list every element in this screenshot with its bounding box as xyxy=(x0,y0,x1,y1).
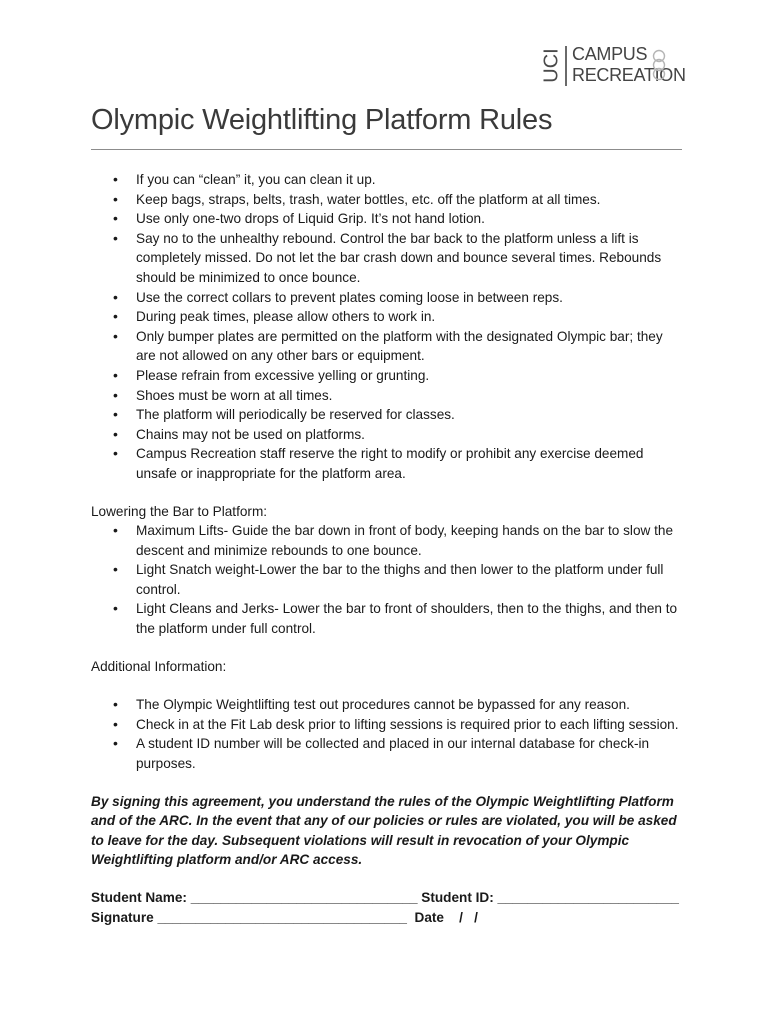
logo-rings-icon xyxy=(650,48,670,84)
list-item: • A student ID number will be collected and placed in our internal database for check-in purposes. xyxy=(91,734,686,773)
logo-uci-text: UCI xyxy=(540,48,563,83)
lowering-section-label: Lowering the Bar to Platform: xyxy=(91,503,268,519)
campus-recreation-logo xyxy=(538,44,688,88)
list-item: • Please refrain from excessive yelling or grunting. xyxy=(91,366,686,386)
additional-list xyxy=(91,695,686,773)
signature-date-line: Signature _________________________________ Date / / xyxy=(91,909,478,925)
list-item: • The platform will periodically be reserved for classes. xyxy=(91,405,686,425)
list-item: • Check in at the Fit Lab desk prior to lifting sessions is required prior to each lifting session. xyxy=(91,715,686,735)
list-item: • Use only one-two drops of Liquid Grip. It’s not hand lotion. xyxy=(91,209,686,229)
list-item: • Maximum Lifts- Guide the bar down in front of body, keeping hands on the bar to slow the descent and minimize rebounds to one bounce. xyxy=(91,521,686,560)
document-body xyxy=(91,170,686,927)
list-item: • Light Cleans and Jerks- Lower the bar to front of shoulders, then to the thighs, and then to the platform under full control. xyxy=(91,599,686,638)
logo-divider xyxy=(565,46,567,86)
additional-section-label: Additional Information: xyxy=(91,658,227,674)
logo-recreation-text: RECREATION xyxy=(572,65,686,85)
agreement-paragraph: By signing this agreement, you understand the rules of the Olympic Weightlifting Platform and of the ARC. In the event that any of our policies or rules are violated, you will be asked to leave for the day. Subsequent violations will result in revocation of your Olympic Weightlifting platform and/or ARC access. xyxy=(91,793,677,868)
list-item: • The Olympic Weightlifting test out procedures cannot be bypassed for any reason. xyxy=(91,695,686,715)
logo-campus-text: CAMPUS xyxy=(572,44,648,64)
list-item: • Shoes must be worn at all times. xyxy=(91,386,686,406)
list-item: • Light Snatch weight-Lower the bar to the thighs and then lower to the platform under full control. xyxy=(91,560,686,599)
list-item: • During peak times, please allow others to work in. xyxy=(91,307,686,327)
list-item: • Keep bags, straps, belts, trash, water bottles, etc. off the platform at all times. xyxy=(91,190,686,210)
list-item: • Chains may not be used on platforms. xyxy=(91,425,686,445)
list-item: • If you can “clean” it, you can clean it up. xyxy=(91,170,686,190)
list-item: • Campus Recreation staff reserve the right to modify or prohibit any exercise deemed unsafe or inappropriate for the platform area. xyxy=(91,444,686,483)
lowering-list xyxy=(91,521,686,639)
student-name-id-line: Student Name: ______________________________ Student ID: ________________________ xyxy=(91,890,679,905)
page-title: Olympic Weightlifting Platform Rules xyxy=(91,104,553,136)
title-divider xyxy=(91,149,682,150)
rules-list xyxy=(91,170,686,484)
list-item: • Say no to the unhealthy rebound. Control the bar back to the platform unless a lift is completely missed. Do not let the bar crash down and bounce several times. Rebounds should be minimized to once bounce. xyxy=(91,229,686,288)
list-item: • Use the correct collars to prevent plates coming loose in between reps. xyxy=(91,288,686,308)
list-item: • Only bumper plates are permitted on the platform with the designated Olympic bar; they are not allowed on any other bars or equipment. xyxy=(91,327,686,366)
